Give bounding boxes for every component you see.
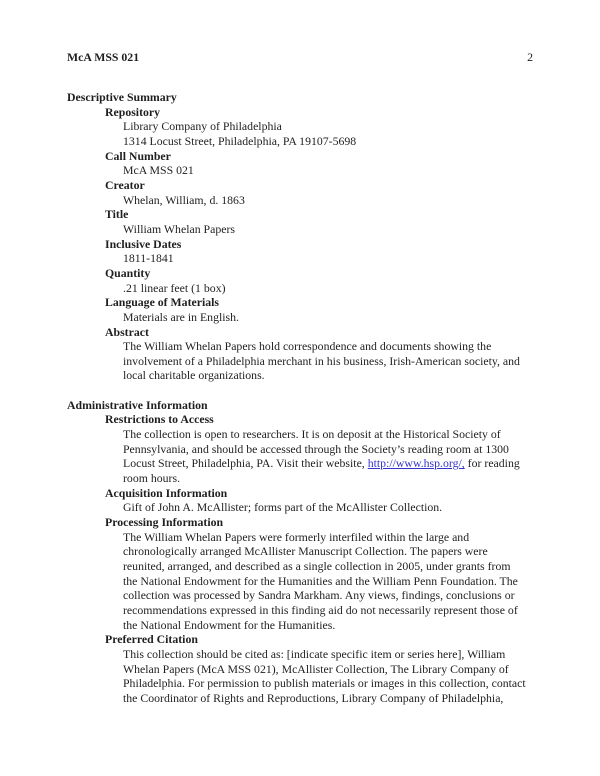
text-line: local charitable organizations. (123, 368, 265, 383)
text-line: chronologically arranged McAllister Manuscript Collection. The papers were (123, 544, 488, 559)
text-line: the Coordinator of Rights and Reproductions, Library Company of Philadelphia, (123, 690, 504, 705)
text-line: The William Whelan Papers hold correspondence and documents showing the (123, 339, 492, 354)
section-descriptive-summary (67, 90, 545, 383)
text-line: This collection should be cited as: [indicate specific item or series here], William (123, 646, 506, 661)
entry-label: Title (105, 207, 129, 222)
entry-value (67, 251, 545, 266)
entry-label: Preferred Citation (105, 632, 198, 647)
text-line: Pennsylvania, and should be accessed through the Society’s reading room at 1300 (123, 441, 509, 456)
entry-value (67, 119, 545, 148)
text-line: McA MSS 021 (123, 163, 194, 178)
text-line: reunited, arranged, and described as a single collection in 2005, under grants from (123, 558, 511, 573)
document-content (67, 90, 545, 706)
text-line: collection was processed by Sandra Markham. Any views, findings, conclusions or (123, 588, 515, 603)
entry-value (67, 427, 545, 486)
section-title: Administrative Information (67, 397, 208, 412)
text-line (123, 456, 545, 471)
entry-value (67, 500, 545, 515)
entry-value (67, 281, 545, 296)
text-line: 1811-1841 (123, 251, 174, 266)
entry-restrictions-to-access (67, 412, 545, 485)
text-line: Philadelphia. For permission to publish materials or images in this collection, contact (123, 676, 526, 691)
entry-acquisition-information (67, 486, 545, 515)
text-line: The William Whelan Papers were formerly interfiled within the large and (123, 529, 470, 544)
entry-label: Call Number (105, 148, 171, 163)
text-line: Materials are in English. (123, 309, 239, 324)
entry-quantity (67, 266, 545, 295)
entry-label: Creator (105, 177, 145, 192)
text-segment: for reading (464, 456, 520, 471)
entry-repository (67, 105, 545, 149)
text-line: .21 linear feet (1 box) (123, 280, 226, 295)
entry-title (67, 207, 545, 236)
section-title: Descriptive Summary (67, 90, 177, 104)
entry-value (67, 222, 545, 237)
entry-label: Restrictions to Access (105, 412, 214, 427)
entry-value (67, 163, 545, 178)
text-line: The collection is open to researchers. It is on deposit at the Historical Society of (123, 427, 501, 442)
text-line: Whelan Papers (McA MSS 021), McAllister Collection, The Library Company of (123, 661, 509, 676)
text-line: the National Endowment for the Humanities. (123, 617, 336, 632)
entry-preferred-citation (67, 632, 545, 705)
text-line: recommendations expressed in this finding aid do not necessarily represent those of (123, 602, 518, 617)
entry-abstract (67, 325, 545, 384)
entry-label: Inclusive Dates (105, 236, 182, 251)
entry-label: Processing Information (105, 515, 224, 530)
text-line: Whelan, William, d. 1863 (123, 192, 245, 207)
entry-value (67, 310, 545, 325)
document-id: McA MSS 021 (67, 50, 140, 64)
entry-value (67, 530, 545, 633)
text-line: room hours. (123, 471, 181, 486)
entry-inclusive-dates (67, 237, 545, 266)
entry-label: Language of Materials (105, 295, 220, 310)
section-administrative-information (67, 398, 545, 706)
text-segment: Locust Street, Philadelphia, PA. Visit their website, (123, 456, 368, 471)
entry-label: Acquisition Information (105, 485, 228, 500)
entry-value (67, 193, 545, 208)
page-number: 2 (527, 50, 533, 64)
entry-language-of-materials (67, 295, 545, 324)
text-line: involvement of a Philadelphia merchant in his business, Irish-American society, and (123, 353, 520, 368)
hsp-website-link[interactable]: http://www.hsp.org/, (367, 456, 465, 471)
entry-label: Repository (105, 104, 161, 119)
text-line: the National Endowment for the Humanities and the William Penn Foundation. The (123, 573, 518, 588)
entry-label: Abstract (105, 324, 149, 339)
text-line: Gift of John A. McAllister; forms part of the McAllister Collection. (123, 500, 443, 515)
text-line: 1314 Locust Street, Philadelphia, PA 19107-5698 (123, 133, 357, 148)
entry-creator (67, 178, 545, 207)
page-header (67, 50, 533, 65)
entry-value (67, 647, 545, 706)
entry-label: Quantity (105, 265, 151, 280)
entry-processing-information (67, 515, 545, 632)
entry-value (67, 339, 545, 383)
entry-call-number (67, 149, 545, 178)
text-line: William Whelan Papers (123, 221, 236, 236)
text-line: Library Company of Philadelphia (123, 119, 282, 134)
